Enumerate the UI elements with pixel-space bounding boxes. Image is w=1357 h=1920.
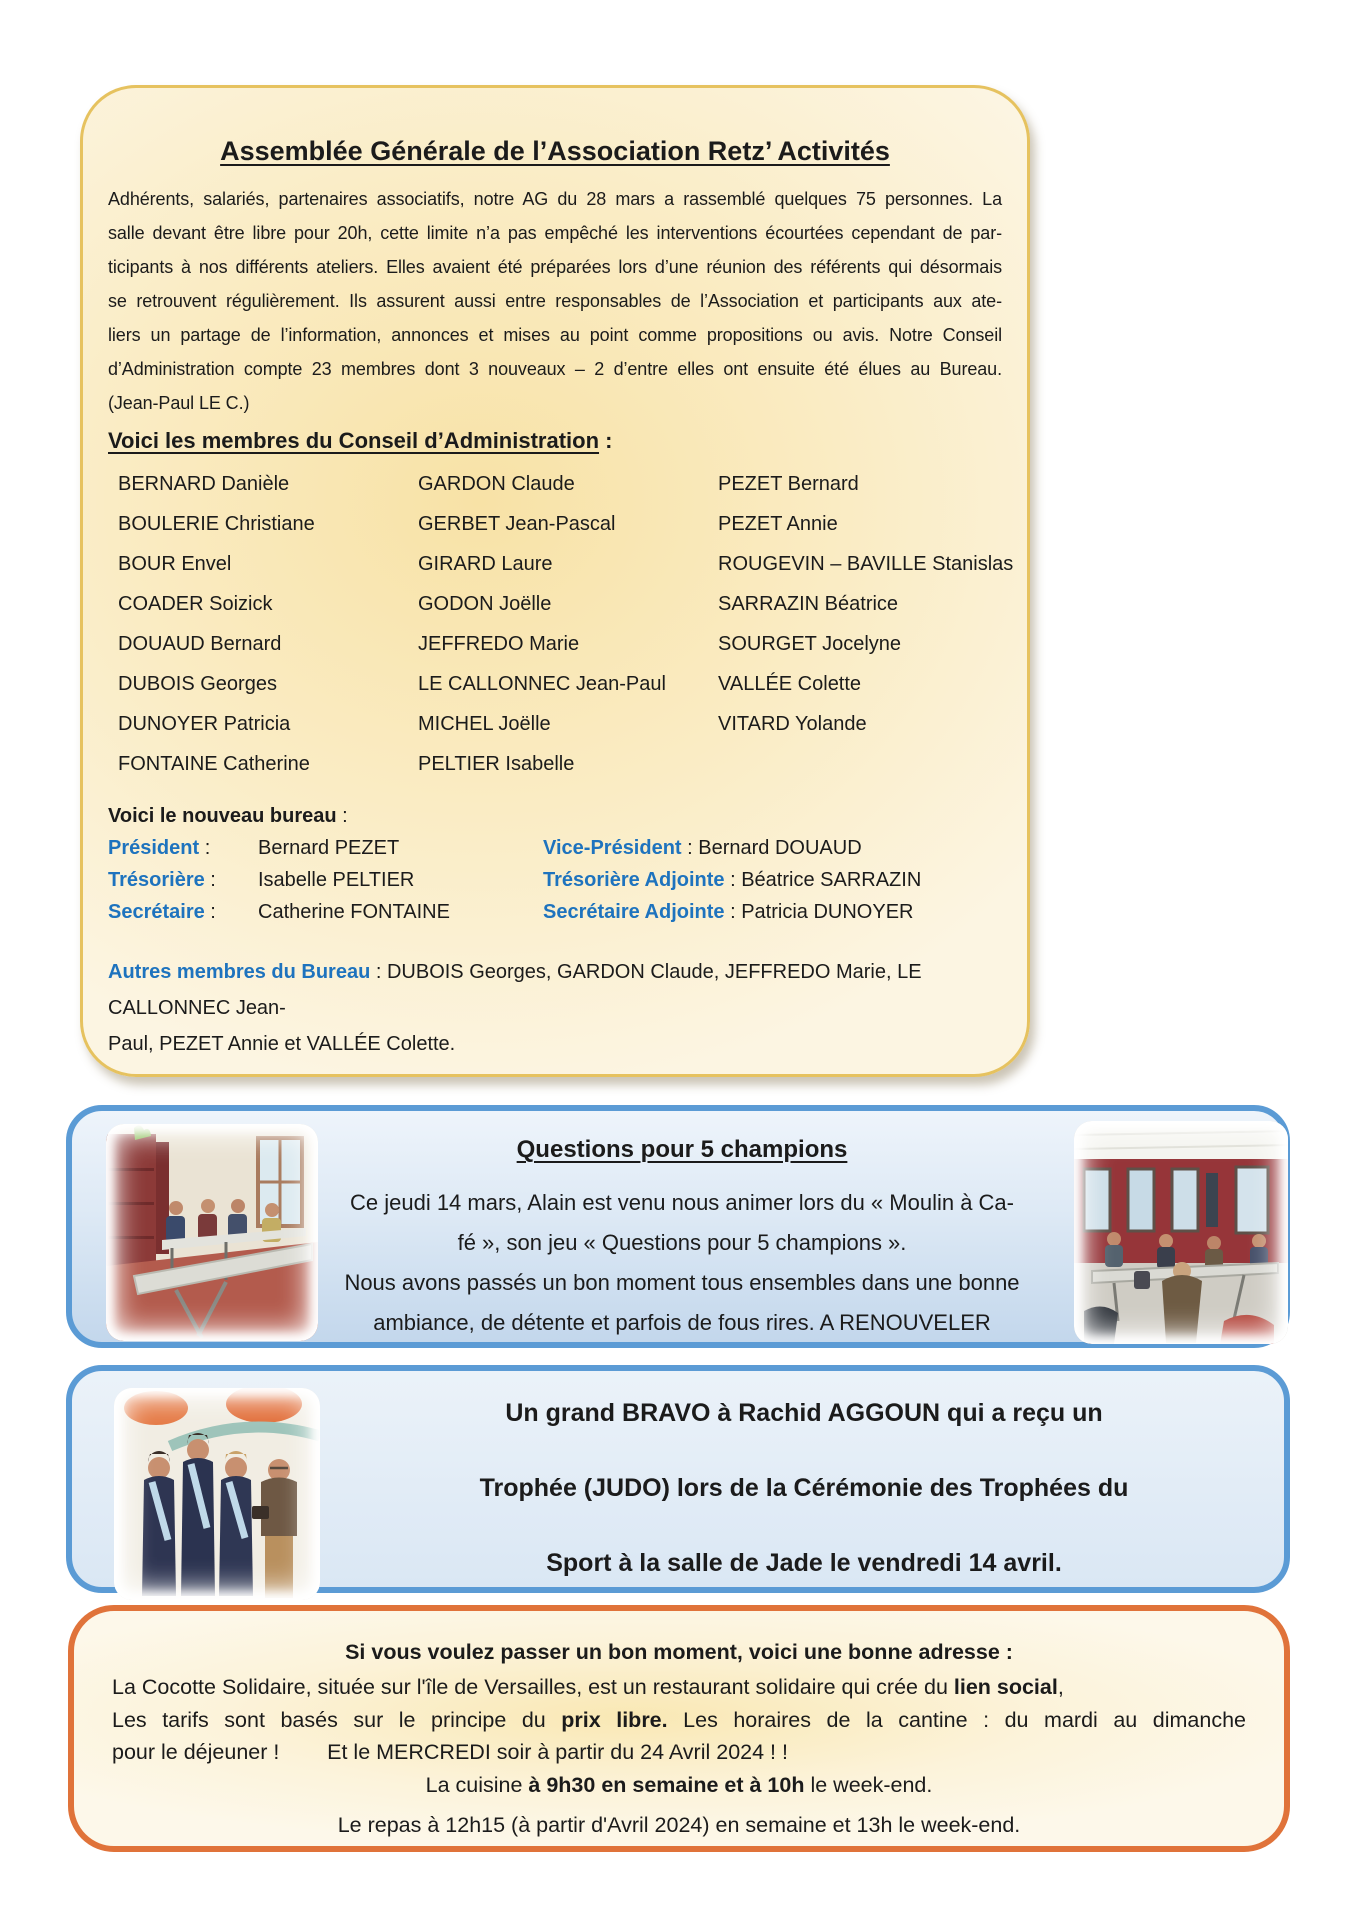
dining-hall-illustration [1074, 1121, 1288, 1344]
cocotte-line: Les tarifs sont basés sur le principe du prix libre. Les horaires de la cantine : du mardi au dimanche [112, 1707, 1246, 1732]
council-member: BOUR Envel [118, 553, 232, 575]
council-member: DUNOYER Patricia [118, 713, 291, 735]
bureau-row [108, 832, 543, 864]
council-member: DOUAUD Bernard [118, 633, 282, 655]
paragraph-line: (Jean-Paul LE C.) [108, 393, 250, 413]
bureau-role: Secrétaire [108, 901, 205, 923]
bureau-heading-colon: : [336, 805, 348, 827]
council-member: MICHEL Joëlle [418, 713, 551, 735]
paragraph-line: salle devant être libre pour 20h, cette limite n’a pas empêché les interventions écourtées cependant de par- [108, 223, 1002, 243]
council-member: SARRAZIN Béatrice [718, 593, 899, 615]
bravo-content [342, 1397, 1266, 1580]
bureau-colon: : [724, 869, 742, 891]
paragraph-line: liers un partage de l’information, annonces et mises au point comme propositions ou avis. Notre Conseil [108, 325, 1002, 345]
cocotte-section [68, 1605, 1290, 1852]
council-member: VALLÉE Colette [718, 673, 862, 695]
council-member: SOURGET Jocelyne [718, 633, 902, 655]
council-member: GODON Joëlle [418, 593, 552, 615]
ag-title [108, 134, 1002, 168]
bureau-role: Vice-Président [543, 837, 682, 859]
bureau-name: Bernard DOUAUD [698, 837, 862, 859]
council-column-2 [418, 464, 718, 784]
cocotte-line: La Cocotte Solidaire, située sur l'île de Versailles, est un restaurant solidaire qui crée du lien social, [112, 1675, 1064, 1699]
council-member: DUBOIS Georges [118, 673, 277, 695]
council-member: GIRARD Laure [418, 553, 553, 575]
cocotte-line: pour le déjeuner ! Et le MERCREDI soir à partir du 24 Avril 2024 ! ! [112, 1740, 788, 1764]
questions-line: Nous avons passés un bon moment tous ensembles dans une bonne [344, 1270, 1020, 1295]
council-member: FONTAINE Catherine [118, 753, 310, 775]
cocotte-line: La cuisine à 9h30 en semaine et à 10h le week-end. [425, 1772, 933, 1797]
bravo-section [66, 1365, 1290, 1593]
council-member: VITARD Yolande [718, 713, 867, 735]
council-member: BERNARD Danièle [118, 473, 290, 495]
bureau-list [108, 832, 1002, 928]
council-member: COADER Soizick [118, 593, 273, 615]
cocotte-line: Le repas à 12h15 (à partir d'Avril 2024) en semaine et 13h le week-end. [337, 1813, 1021, 1837]
bureau-column-right [543, 832, 921, 928]
autres-line [108, 954, 1002, 1026]
bureau-colon: : [204, 901, 216, 923]
bureau-colon: : [681, 837, 699, 859]
bravo-line: Sport à la salle de Jade le vendredi 14 avril. [546, 1549, 1062, 1577]
bureau-row [543, 864, 921, 896]
council-member: PEZET Bernard [718, 473, 859, 495]
bureau-row [543, 832, 921, 864]
questions-title [262, 1133, 1102, 1167]
bureau-name: Béatrice SARRAZIN [741, 869, 922, 891]
council-heading-text: Voici les membres du Conseil d’Administration [108, 428, 600, 453]
questions-body [262, 1183, 1102, 1343]
bureau-role: Trésorière Adjointe [543, 869, 725, 891]
autres-label: Autres membres du Bureau [108, 961, 371, 983]
council-column-3 [718, 464, 1018, 784]
autres-line: Paul, PEZET Annie et VALLÉE Colette. [108, 1033, 456, 1055]
council-member: BOULERIE Christiane [118, 513, 315, 535]
autres-membres [108, 954, 1002, 1062]
council-column-1 [118, 464, 418, 784]
bravo-line: Trophée (JUDO) lors de la Cérémonie des Trophées du [479, 1474, 1129, 1502]
bravo-line: Un grand BRAVO à Rachid AGGOUN qui a reçu un [505, 1399, 1103, 1427]
council-member: PELTIER Isabelle [418, 753, 575, 775]
ag-title-text: Assemblée Générale de l’Association Retz’ Activités [220, 136, 890, 166]
paragraph-line: ticipants à nos différents ateliers. Elles avaient été préparées lors d’une réunion des référents qui désormais [108, 257, 1002, 277]
council-heading-colon: : [599, 428, 613, 453]
council-member: JEFFREDO Marie [418, 633, 580, 655]
bureau-name: Bernard PEZET [258, 837, 400, 859]
council-member: GARDON Claude [418, 473, 575, 495]
ag-paragraph [108, 182, 1002, 420]
ag-section [80, 85, 1030, 1077]
trophy-ceremony-illustration [114, 1388, 320, 1600]
questions-line: ambiance, de détente et parfois de fous rires. A RENOUVELER [373, 1310, 991, 1335]
bureau-row [543, 896, 921, 928]
council-member: ROUGEVIN – BAVILLE Stanislas [718, 553, 1014, 575]
cocotte-heading: Si vous voulez passer un bon moment, voici une bonne adresse : [345, 1640, 1013, 1664]
bureau-name: Patricia DUNOYER [741, 901, 914, 923]
bureau-role: Trésorière [108, 869, 205, 891]
council-member: GERBET Jean-Pascal [418, 513, 616, 535]
council-members-list [108, 464, 1014, 784]
bureau-colon: : [204, 869, 216, 891]
questions-section [66, 1105, 1290, 1348]
bureau-heading-text: Voici le nouveau bureau [108, 805, 337, 827]
council-heading [108, 422, 1002, 460]
council-member: LE CALLONNEC Jean-Paul [418, 673, 666, 695]
bureau-row [108, 864, 543, 896]
bureau-column-left [108, 832, 543, 928]
paragraph-line: se retrouvent régulièrement. Ils assurent aussi entre responsables de l’Association et participants aux ate- [108, 291, 1002, 311]
paragraph-line: d’Administration compte 23 membres dont 3 nouveaux – 2 d’entre elles ont ensuite été élues au Bureau. [108, 359, 1002, 379]
bureau-role: Secrétaire Adjointe [543, 901, 725, 923]
bureau-row [108, 896, 543, 928]
questions-title-text: Questions pour 5 champions [516, 1136, 848, 1163]
trophy-ceremony-photo [114, 1388, 320, 1600]
bureau-name: Isabelle PELTIER [258, 869, 415, 891]
questions-line: fé », son jeu « Questions pour 5 champions ». [457, 1230, 907, 1255]
dining-hall-photo [1074, 1121, 1288, 1344]
bureau-colon: : [724, 901, 742, 923]
council-member: PEZET Annie [718, 513, 838, 535]
bureau-colon: : [199, 837, 211, 859]
paragraph-line: Adhérents, salariés, partenaires associatifs, notre AG du 28 mars a rassemblé quelques 75 personnes. La [108, 189, 1002, 209]
bureau-heading [108, 800, 1002, 832]
questions-content [262, 1133, 1102, 1343]
bureau-name: Catherine FONTAINE [258, 901, 450, 923]
questions-line: Ce jeudi 14 mars, Alain est venu nous animer lors du « Moulin à Ca- [349, 1190, 1014, 1215]
bureau-role: Président [108, 837, 200, 859]
autres-text: : DUBOIS Georges, GARDON Claude, JEFFREDO Marie, LE CALLONNEC Jean- [108, 961, 922, 1019]
